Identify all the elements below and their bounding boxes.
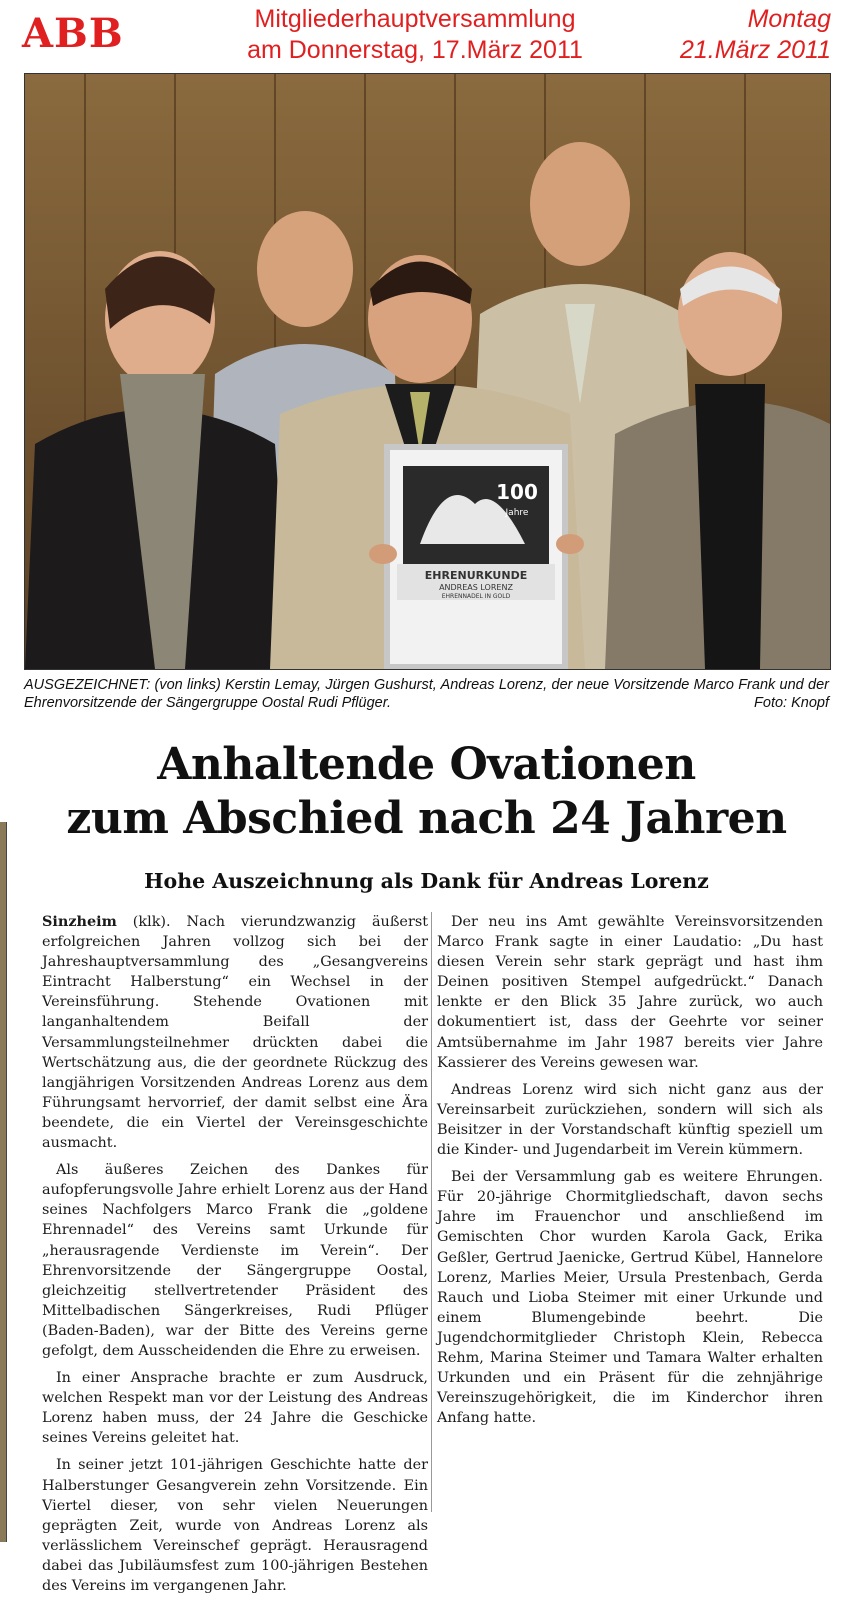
article-subheadline: Hohe Auszeichnung als Dank für Andreas Lorenz [144,869,709,893]
group-photo [24,73,831,670]
headline-line1: Anhaltende Ovationen [157,739,696,790]
event-title-line1: Mitgliederhauptversammlung [254,5,576,33]
newspaper-logo: ABB [22,10,124,57]
paragraph-7: Bei der Versammlung gab es weitere Ehrungen. Für 20-jährige Chormitgliedschaft, davon sechs Jahre im Frauenchor und anschließend im Gemischten Chor wurden Karola Gack, Erika Geßler, Gertrud Jaenicke, Gertrud Kübel, Hannelore Lorenz, Marlies Meier, Ursula Prestenbach, Gerda Rauch und Lioba Steimer mit einer Urkunde und einem Blumengebinde beehrt. Die Jugendchormitglieder Christoph Klein, Rebecca Rehm, Marina Steimer und Tamara Walter erhalten Urkunden und ein Präsent für die zehnjährige Vereinszugehörigkeit, die im Kinderchor ihren Anfang hatte. [437,1169,823,1427]
left-margin-fragment [0,160,10,770]
caption-text: AUSGEZEICHNET: (von links) Kerstin Lemay, Jürgen Gushurst, Andreas Lorenz, der neue Vorsitzende Marco Frank und der Ehrenvorsitzende der Sängergruppe Oostal Rudi Pflüger. [24,677,829,711]
certificate-name: ANDREAS LORENZ [439,583,513,592]
left-edge-bar [0,822,7,1542]
publication-day: 21.März 2011 [679,36,831,64]
event-title [200,4,630,66]
paragraph-2: Als äußeres Zeichen des Dankes für aufopferungsvolle Jahre erhielt Lorenz aus der Hand seines Nachfolgers Marco Frank die „goldene Ehrennadel“ des Vereins samt Urkunde für „herausragende Verdienste im Verein“. Der Ehrenvorsitzende der Sängergruppe Oostal, gleichzeitig stellvertretender Präsident des Mittelbadischen Sängerkreises, Rudi Pflüger (Baden-Baden), war der Bitte des Vereins gerne gefolgt, dem Ausscheidenden die Ehre zu erweisen. [42,1162,428,1359]
headline-line2: zum Abschied nach 24 Jahren [66,793,787,844]
article-column-left [42,912,428,1603]
photo-caption [24,676,829,712]
paragraph-3: In einer Ansprache brachte er zum Ausdruck, welchen Respekt man vor der Leistung des Andreas Lorenz haben muss, der 24 Jahre die Geschicke seines Vereins geleitet hat. [42,1370,428,1447]
paragraph-6: Andreas Lorenz wird sich nicht ganz aus der Vereinsarbeit zurückziehen, sondern will sich als Beisitzer in der Vorstandschaft künftig speziell um die Kinder- und Jugendarbeit im Verein kümmern. [437,1081,823,1159]
publication-weekday: Montag [747,5,831,33]
photo-credit: Foto: Knopf [754,695,829,711]
certificate-number: 100 [496,480,538,504]
dateline-place: Sinzheim [42,913,117,930]
publication-date [680,4,831,66]
paragraph-1-text: (klk). Nach vierundzwanzig äußerst erfolgreichen Jahren vollzog sich bei der Jahreshauptversammlung des „Gesangvereins Eintracht Halberstung“ ein Wechsel in der Vereinsführung. Stehende Ovationen mit langanhaltendem Beifall der Versammlungsteilnehmer drückten dabei die Wertschätzung aus, die der geordnete Rückzug des langjährigen Vorsitzenden Andreas Lorenz aus dem Führungsamt hervorrief, der damit selbst eine Ära beendete, die ein Viertel der Vereinsgeschichte ausmacht. [42,914,428,1152]
column-divider [431,912,432,1512]
paragraph-4: In seiner jetzt 101-jährigen Geschichte hatte der Halberstunger Gesangverein zehn Vorsitzende. Ein Viertel dieser, von sehr vielen Neuerungen geprägten Zeit, wurde von Andreas Lorenz als verlässlichem Vereinschef geprägt. Herausragend dabei das Jubiläumsfest zum 100-jährigen Bestehen des Vereins im vergangenen Jahr. [42,1457,428,1594]
paragraph-1 [42,912,428,1153]
paragraph-5: Der neu ins Amt gewählte Vereinsvorsitzenden Marco Frank sagte in einer Laudatio: „Du hast diesen Verein sehr stark geprägt und hast ihm Deinen positiven Stempel aufgedrückt.“ Danach lenkte er den Blick 35 Jahre zurück, wo auch dokumentiert ist, dass der Geehrte vor seiner Amtsübernahme im Jahr 1987 bereits vier Jahre Kassierer des Vereins gewesen war. [437,914,823,1071]
article-column-right [437,912,823,1435]
certificate-subtitle: Jahre [505,508,529,518]
event-title-line2: am Donnerstag, 17.März 2011 [247,36,583,64]
certificate-award: EHRENNADEL IN GOLD [441,593,511,600]
certificate-title: EHRENURKUNDE [424,569,528,582]
article-headline [20,738,833,846]
